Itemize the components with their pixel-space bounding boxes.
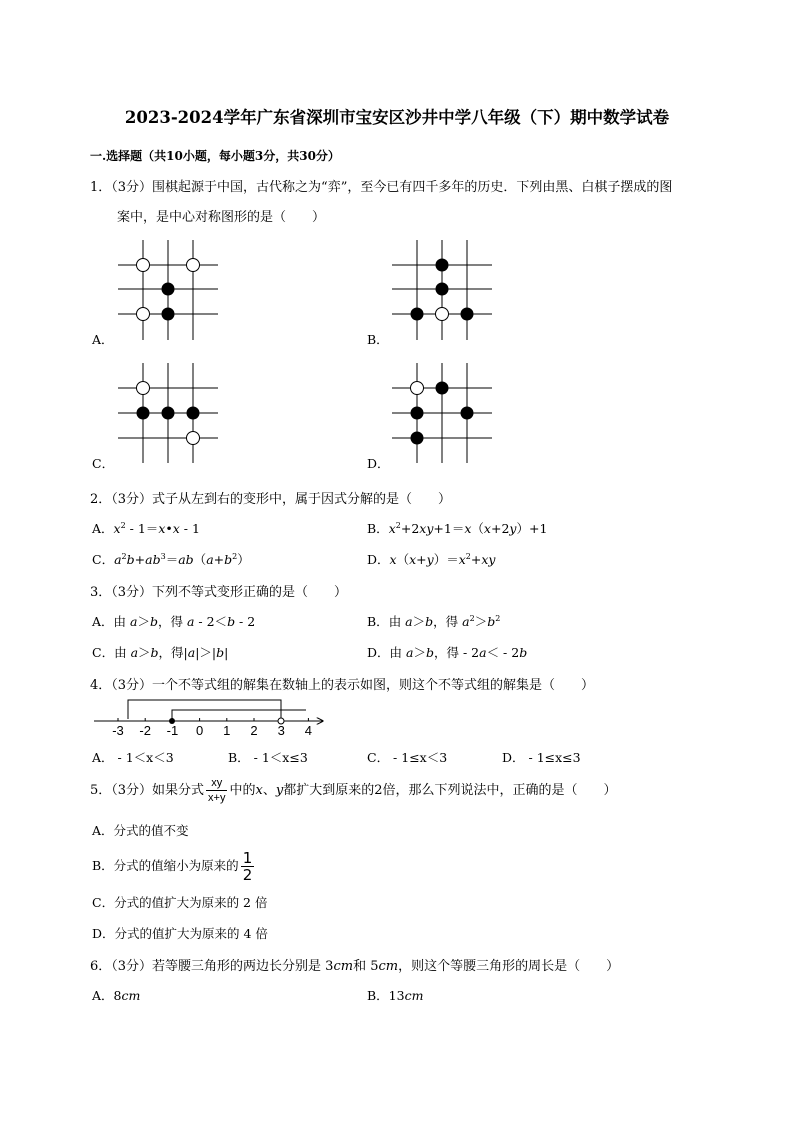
q1-stem-line1: 1．（3分）围棋起源于中国，古代称之为“弈”，至今已有四千多年的历史．下列由黑、白棋子摆成的图 — [90, 180, 673, 195]
q3-stem: 3．（3分）下列不等式变形正确的是（ ） — [90, 585, 348, 600]
q5-option-c: C．分式的值扩大为原来的 2 倍 — [92, 895, 268, 910]
q6-option-a: A．8cm — [92, 988, 141, 1003]
number-line-tick-label: 3 — [277, 723, 285, 738]
q4-option-b: B． - 1＜x≤3 — [228, 750, 308, 765]
number-line-tick-label: -2 — [139, 723, 151, 738]
number-line-tick-label: -3 — [112, 723, 124, 738]
number-line-tick-label: -1 — [166, 723, 179, 738]
q2-option-d: D．$x(x+y)=x^2+xy$ — [367, 551, 496, 567]
go-board-a — [118, 240, 218, 340]
q3-option-d: D．由 a＞b，得 - 2a＜ - 2b — [367, 645, 528, 660]
go-board-d — [392, 363, 492, 463]
section-heading: 一.选择题（共10小题，每小题3分，共30分） — [90, 149, 340, 163]
q4-option-a: A． - 1＜x＜3 — [92, 750, 174, 765]
q5-option-b: B．分式的值缩小为原来的 $\frac{1}{2}$ — [92, 849, 253, 884]
q3-option-a: A．由 a＞b，得 a - 2＜b - 2 — [92, 614, 256, 629]
q5-half-fraction: $\frac{1}{2}$ — [242, 849, 253, 884]
number-line-tick-label: 0 — [195, 723, 204, 738]
q1-option-a-label: A． — [92, 332, 114, 347]
q1-option-c-label: C． — [92, 456, 115, 471]
q3-option-c: C．由 a＞b，得|a|＞|b| — [92, 645, 229, 660]
go-board-c — [118, 363, 218, 463]
q6-option-b: B．13cm — [367, 988, 424, 1003]
go-board-b — [392, 240, 492, 340]
number-line-tick-label: 4 — [304, 723, 312, 738]
q5-option-a: A．分式的值不变 — [92, 823, 189, 838]
q1-option-b-label: B． — [367, 332, 389, 347]
q5-fraction: $\frac{xy}{x+y}$ — [208, 777, 226, 804]
q3-option-b: B．由 a＞b，得 $a^2>b^2$ — [367, 613, 501, 629]
q2-stem: 2．（3分）式子从左到右的变形中，属于因式分解的是（ ） — [90, 492, 452, 507]
q2-option-b: B．$x^2+2xy+1=x(x+2y)+1$ — [367, 520, 548, 536]
number-line-tick-label: 2 — [250, 723, 258, 738]
q4-option-c: C． - 1≤x＜3 — [367, 750, 448, 765]
q6-stem: 6．（3分）若等腰三角形的两边长分别是 3cm和 5cm，则这个等腰三角形的周长是（ ） — [90, 959, 620, 974]
q2-option-c: C．$a^2b+ab^3=ab(a+b^2)$ — [92, 551, 250, 567]
q4-stem: 4．（3分）一个不等式组的解集在数轴上的表示如图，则这个不等式组的解集是（ ） — [90, 678, 595, 693]
q5-stem: 5．（3分）如果分式 $\frac{xy}{x+y}$ 中的x、y都扩大到原来的2倍，那么下列说法中，正确的是（ ） — [90, 777, 617, 804]
q4-option-d: D． - 1≤x≤3 — [502, 750, 581, 765]
q1-option-d-label: D． — [367, 456, 390, 471]
q1-stem-line2: 案中，是中心对称图形的是（ ） — [117, 210, 326, 225]
q5-option-d: D．分式的值扩大为原来的 4 倍 — [92, 926, 268, 941]
q2-option-a: A．$x^2$ - 1＝x•x - 1 — [92, 520, 200, 536]
page-title: 2023-2024学年广东省深圳市宝安区沙井中学八年级（下）期中数学试卷 — [124, 108, 670, 127]
number-line-tick-label: 1 — [223, 723, 231, 738]
